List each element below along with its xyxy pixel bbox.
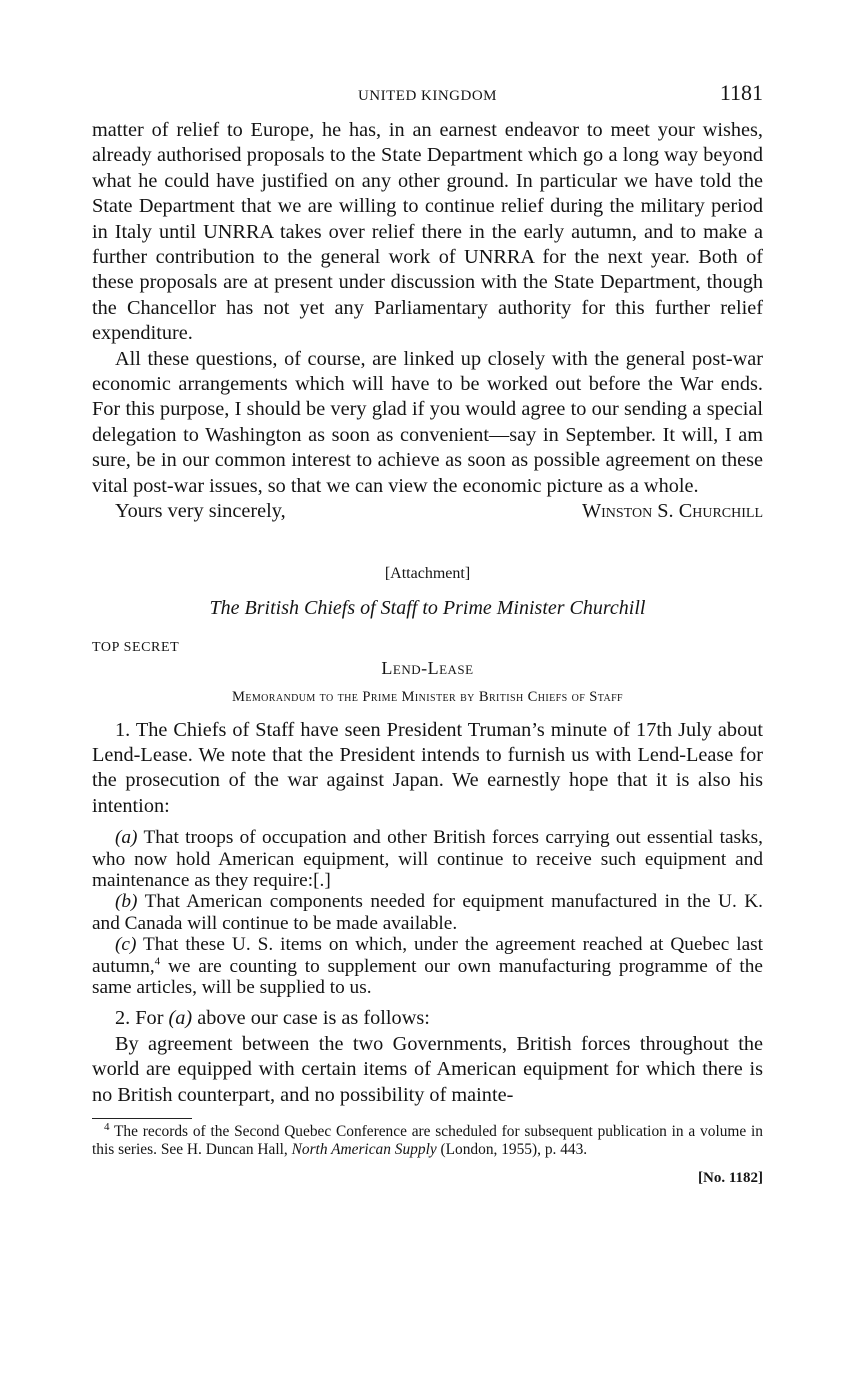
- memo-paragraph-1: [92, 718, 763, 820]
- signature-churchill: Winston S. Churchill: [581, 500, 763, 523]
- running-title: UNITED KINGDOM: [357, 88, 498, 104]
- memo-paragraph-2-body: By agreement between the two Governments, British forces throughout the world are equipped with certain items of American equipment for which there is no British counterpart, and no possibility of mainte-: [92, 1032, 763, 1106]
- memo-title: Memorandum to the Prime Minister by British Chiefs of Staff: [231, 688, 623, 705]
- para2-end: above our case is as follows:: [192, 1007, 430, 1030]
- footnote: [92, 1120, 763, 1158]
- memo-paragraph-1-text: 1. The Chiefs of Staff have seen President Truman’s minute of 17th July about Lend-Lease. We note that the President intends to furnish us with Lend-Lease for the prosecution of the war against Japan. We earnestly hope that it is also his intention:: [92, 718, 763, 817]
- classification-label: TOP SECRET: [92, 639, 180, 655]
- para2-start: 2. For: [115, 1007, 169, 1030]
- sub-item-a-text: That troops of occupation and other British forces carrying out essential tasks, who now hold American equipment, will continue to receive such equipment and maintenance as they require:[.]: [92, 827, 763, 891]
- footnote-marker: 4: [104, 1120, 110, 1133]
- sub-item-c-label: (c): [115, 934, 137, 956]
- footnote-text-1: The records of the Second Quebec Conference are scheduled for subsequent publication in a volume in this series. See H. Duncan Hall,: [92, 1123, 763, 1158]
- document-number-mark: [No. 1182]: [698, 1170, 763, 1187]
- letter-paragraph-postwar: All these questions, of course, are linked up closely with the general post-war economic arrangements which will have to be worked out before the War ends. For this purpose, I should be very glad if you would agree to our sending a special delegation to Washington as soon as convenient—say in September. It will, I am sure, be in our common interest to achieve as soon as possible agreement on these vital post-war issues, so that we can view the economic picture as a whole.: [92, 347, 763, 497]
- footnote-book-title: North American Supply: [291, 1140, 437, 1158]
- memo-subject: Lend-Lease: [381, 657, 474, 678]
- sub-item-c-text-1: That these U. S. items on which, under the agreement reached at Quebec last autumn,: [92, 934, 763, 977]
- sub-item-b-text: That American components needed for equipment manufactured in the U. K. and Canada will continue to be made available.: [92, 891, 763, 934]
- attachment-label: [Attachment]: [384, 564, 471, 582]
- memo-paragraph-2-lead: [92, 1006, 763, 1031]
- page-number: 1181: [719, 80, 763, 105]
- sub-item-a: [92, 827, 763, 891]
- sub-item-b: [92, 891, 763, 934]
- letter-body: [92, 118, 763, 499]
- sub-item-c-text-2: we are counting to supplement our own manufacturing programme of the same articles, will be supplied to us.: [92, 955, 763, 998]
- letter-paragraph-continued: matter of relief to Europe, he has, in an earnest endeavor to meet your wishes, already authorised proposals to the State Department which go a long way beyond what he could have justified on any other ground. In particular we have told the State Department that we are willing to continue relief during the military period in Italy until UNRRA takes over relief there in the early autumn, and to make a further contribution to the general work of UNRRA for the next year. Both of these proposals are at present under discussion with the State Department, though the Chancellor has not yet any Parliamentary authority for this further relief expenditure.: [92, 119, 763, 345]
- footnote-text: [92, 1120, 763, 1158]
- running-header: [92, 78, 763, 118]
- footnote-text-2: (London, 1955), p. 443.: [436, 1140, 588, 1158]
- attachment-heading: The British Chiefs of Staff to Prime Minister Churchill: [209, 596, 646, 619]
- letter-closing: [92, 499, 763, 524]
- footnote-divider: [92, 1118, 192, 1119]
- memo-paragraph-2: [92, 1006, 763, 1108]
- sub-item-b-label: (b): [115, 891, 138, 913]
- footnote-reference: 4: [154, 955, 161, 968]
- sub-item-c: [92, 934, 763, 998]
- memo-sub-items: [92, 827, 763, 998]
- document-page: [92, 78, 763, 1187]
- closing-salutation: Yours very sincerely,: [115, 500, 286, 523]
- sub-item-a-label: (a): [115, 827, 138, 849]
- para2-label: (a): [168, 1007, 193, 1030]
